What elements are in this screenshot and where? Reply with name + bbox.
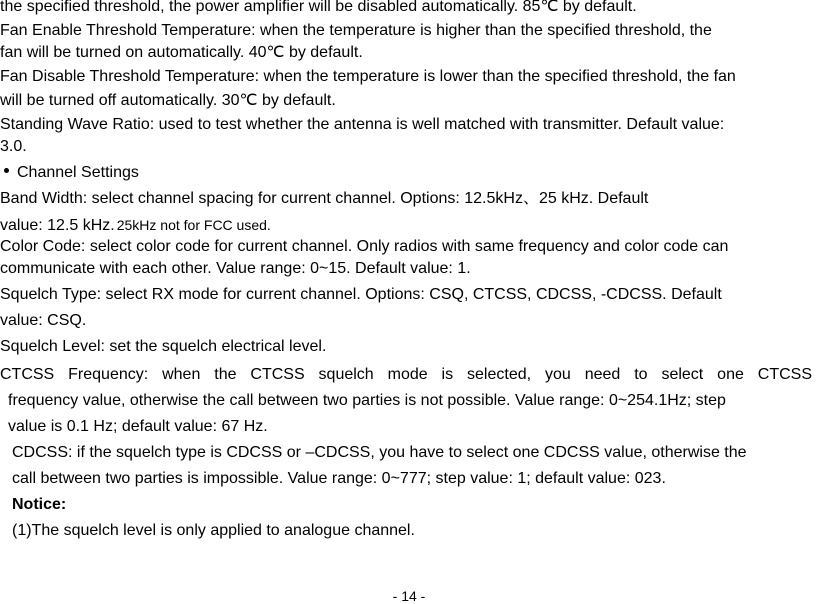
text-line: 3.0. xyxy=(0,138,27,155)
text-line: fan will be turned on automatically. 40℃ by default. xyxy=(0,44,363,61)
text-fragment: value: 12.5 kHz. xyxy=(0,217,115,234)
text-line: will be turned off automatically. 30℃ by default. xyxy=(0,92,336,109)
notice-heading: Notice: xyxy=(12,496,67,513)
text-line: Squelch Type: select RX mode for current channel. Options: CSQ, CTCSS, CDCSS, -CDCSS. Default xyxy=(0,286,722,303)
text-line: CTCSS Frequency: when the CTCSS squelch mode is selected, you need to select one CTCSS xyxy=(0,366,812,383)
text-line: Standing Wave Ratio: used to test whether the antenna is well matched with transmitter. Default value: xyxy=(0,116,725,133)
text-line: frequency value, otherwise the call between two parties is not possible. Value range: 0~254.1Hz; step xyxy=(8,392,726,409)
page-number: - 14 - xyxy=(392,588,426,604)
text-line: Fan Enable Threshold Temperature: when the temperature is higher than the specified threshold, the xyxy=(0,22,712,39)
text-line: Color Code: select color code for current channel. Only radios with same frequency and color code can xyxy=(0,238,729,255)
fcc-note: 25kHz not for FCC used. xyxy=(116,217,271,233)
text-line: the specified threshold, the power amplifier will be disabled automatically. 85℃ by default. xyxy=(0,0,637,15)
text-line: communicate with each other. Value range: 0~15. Default value: 1. xyxy=(0,260,471,277)
text-line: value: CSQ. xyxy=(0,312,87,329)
text-line xyxy=(0,189,648,209)
text-line: call between two parties is impossible. Value range: 0~777; step value: 1; default value: 023. xyxy=(12,470,666,487)
text-line: value is 0.1 Hz; default value: 67 Hz. xyxy=(8,418,268,435)
section-heading: Channel Settings xyxy=(17,164,139,181)
text-line: CDCSS: if the squelch type is CDCSS or –CDCSS, you have to select one CDCSS value, otherwise the xyxy=(12,444,747,461)
text-line: Squelch Level: set the squelch electrical level. xyxy=(0,338,327,355)
bullet-icon xyxy=(4,168,9,173)
text-line xyxy=(0,215,271,236)
text-fragment: 25 kHz. Default xyxy=(538,190,649,207)
bullet-item xyxy=(4,163,139,183)
text-line: (1)The squelch level is only applied to analogue channel. xyxy=(12,522,415,539)
text-fragment: Band Width: select channel spacing for current channel. Options: 12.5kHz、 xyxy=(0,190,539,207)
text-line: Fan Disable Threshold Temperature: when the temperature is lower than the specified threshold, the fan xyxy=(0,68,736,85)
